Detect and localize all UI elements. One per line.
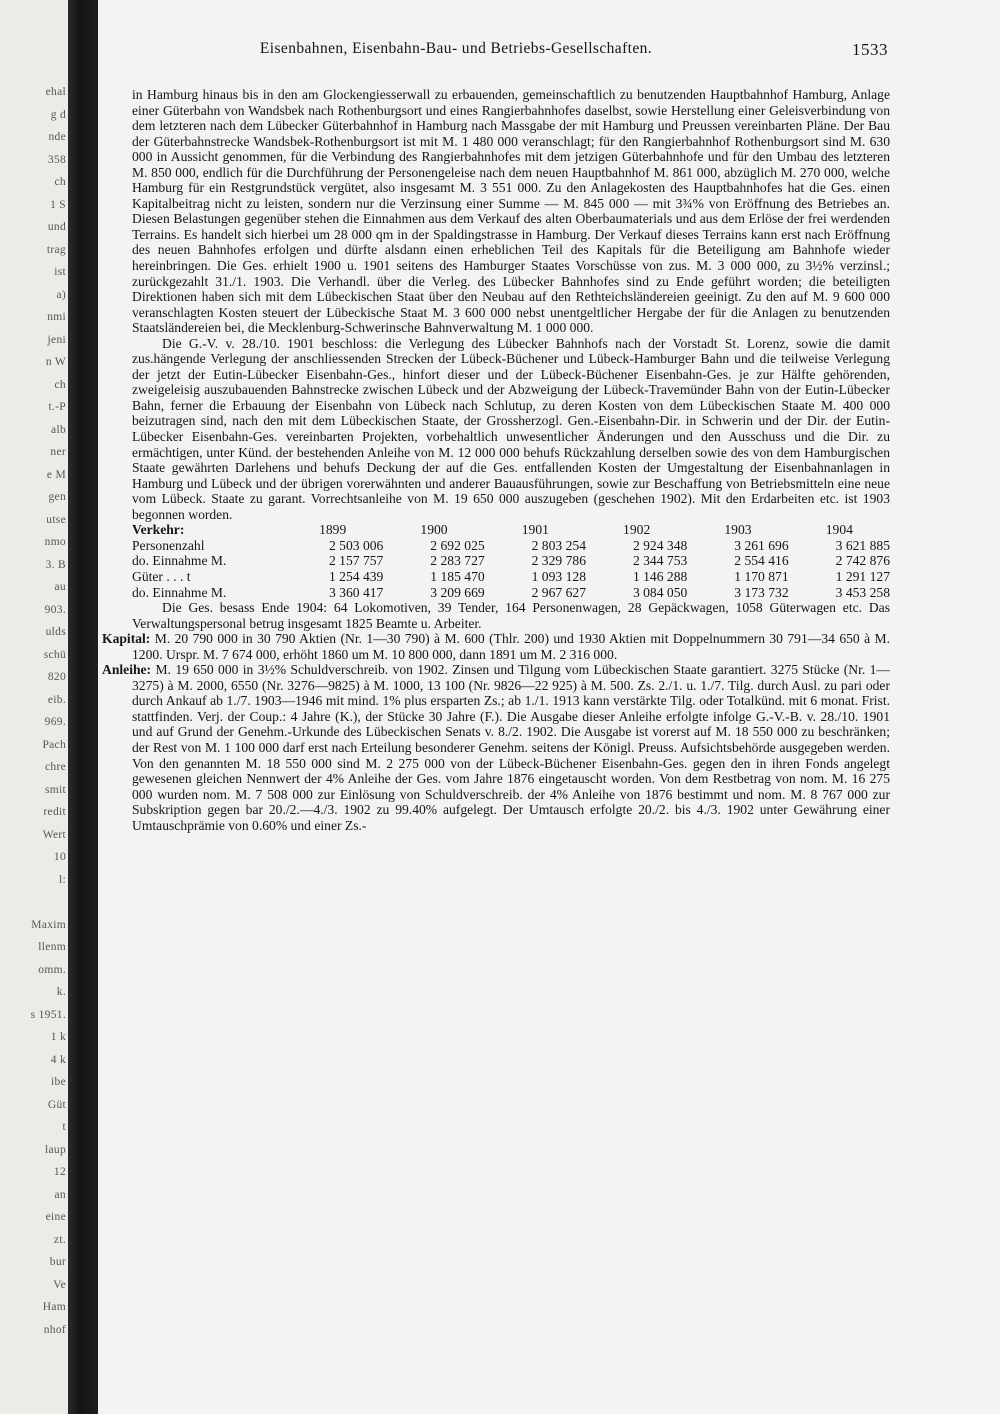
anleihe-text: M. 19 650 000 in 3½% Schuldverschreib. von 1902. Zinsen und Tilgung vom Lübeckischen Staate garantiert. 3275 Stücke (Nr. 1—3275) à M. 2000, 6550 (Nr. 3276—9825) à M. 1000, 13 100 (Nr. 9826—22 925) à M. 500. Zs. 2./1. u. 1./7. Tilg. durch Ausl. zu pari oder durch Ankauf ab 1./7. 1903—1946 mit mind. 1% plus ersparten Zs.; ab 1./1. 1913 kann verstärkte Tilg. oder Totalkünd. mit 6 monat. Frist. stattfinden. Verj. der Coup.: 4 Jahre (K.), der Stücke 30 Jahre (F.). Die Ausgabe dieser Anleihe erfolgte infolge G.-V.-B. v. 28./10. 1901 und auf Grund der Genehm.-Urkunde des Lübeckischen Senats v. 8./2. 1902. Die Ausgabe ist vorerst auf M. 18 550 000 zu beschränken; der Rest von M. 1 100 000 darf erst nach Erteilung besonderer Genehm. seitens der Königl. Preuss. Aufsichtsbehörde ausgegeben werden. Von den genannten M. 18 550 000 sind M. 2 275 000 von der Lübeck-Büchener Eisenbahn-Ges. gegen den in ihren Fonds angelegt gewesenen gleichen Nennwert der 4% Anleihe der Ges. vom Jahre 1876 eingetauscht worden. Von dem Restbetrag von nom. M. 16 275 000 wurden nom. M. 7 508 000 zur Einlösung von Schuldverschreib. der 4% Anleihe von 1876 bestimmt und nom. M. 8 767 000 zur Subskription gegen bar 20./2.—4./3. 1902 zu 99.40% aufgelegt. Der Umtausch erfolgte 20./2. bis 4./3. 1902 unter Gewährung einer Umtauschprämie von 0.60% und einer Zs.- <box>132 662 890 833</box>
table-row <box>132 538 890 554</box>
margin-fragment: eine <box>45 1211 66 1223</box>
margin-fragment: 1 S <box>50 199 66 211</box>
table-cell: 2 554 416 <box>734 553 789 569</box>
margin-fragment: ch <box>54 379 66 391</box>
margin-fragment: ist <box>54 266 66 278</box>
margin-fragment: an <box>54 1189 66 1201</box>
book-gutter <box>68 0 98 1414</box>
table-cell: 2 329 786 <box>531 553 586 569</box>
table-cell: 1 170 871 <box>734 568 789 584</box>
margin-fragment: laup <box>45 1144 66 1156</box>
table-cell: 1 146 288 <box>632 568 688 584</box>
table-cell: 3 084 050 <box>632 584 688 600</box>
margin-fragment: nmo <box>44 536 66 548</box>
kapital-label: Kapital: <box>102 631 151 647</box>
margin-fragment: 820 <box>47 671 66 683</box>
table-cell: 2 967 627 <box>531 584 586 600</box>
year-header: 1903 <box>724 522 752 538</box>
table-cell: 3 453 258 <box>835 584 890 600</box>
margin-fragment: utse <box>46 514 66 526</box>
margin-fragment: 10 <box>53 851 66 863</box>
row-label: Güter . . . t <box>132 568 191 584</box>
margin-fragment: chre <box>45 761 66 773</box>
margin-fragment: 903. <box>44 604 66 616</box>
verkehr-header-row <box>132 522 890 538</box>
margin-fragment: g d <box>50 109 66 121</box>
margin-fragment: ch <box>54 176 66 188</box>
margin-fragment: und <box>47 221 66 233</box>
margin-fragment: jeni <box>47 334 66 346</box>
table-cell: 3 261 696 <box>734 537 789 553</box>
paragraph-rolling-stock: Die Ges. besass Ende 1904: 64 Lokomotiven, 39 Tender, 164 Personenwagen, 28 Gepäckwagen, 1058 Güterwagen etc. Das Verwaltungspersonal betrug insgesamt 1825 Beamte u. Arbeiter. <box>132 600 890 631</box>
table-row <box>132 569 890 585</box>
margin-fragment: Pach <box>42 739 66 751</box>
year-header: 1902 <box>623 522 651 538</box>
paragraph-anleihe <box>102 662 890 833</box>
table-cell: 2 803 254 <box>531 537 586 553</box>
margin-fragment: au <box>54 581 66 593</box>
paragraph-kapital <box>102 631 890 662</box>
running-title: Eisenbahnen, Eisenbahn-Bau- und Betriebs-Gesellschaften. <box>259 40 653 57</box>
margin-fragment: zt. <box>53 1234 66 1246</box>
year-header: 1904 <box>825 522 853 538</box>
margin-fragment: ulds <box>45 626 66 638</box>
table-cell: 2 157 757 <box>328 553 384 569</box>
margin-fragment: Ham <box>42 1301 66 1313</box>
year-header: 1899 <box>319 522 347 538</box>
margin-fragment: gen <box>48 491 66 503</box>
table-cell: 1 291 127 <box>835 568 890 584</box>
margin-fragment: 969. <box>44 716 66 728</box>
margin-fragment: llenm <box>38 941 66 953</box>
previous-page-margin <box>0 0 68 1414</box>
margin-fragment: schü <box>43 649 66 661</box>
margin-fragment: t <box>62 1121 66 1133</box>
margin-fragment: 1 k <box>50 1031 66 1043</box>
margin-fragment: nde <box>48 131 66 143</box>
table-cell: 3 621 885 <box>835 537 890 553</box>
margin-fragment: nhof <box>43 1324 66 1336</box>
page-header <box>144 40 888 64</box>
margin-fragment: trag <box>46 244 66 256</box>
page-number: 1533 <box>852 40 888 59</box>
year-header: 1900 <box>420 522 448 538</box>
margin-fragment: Wert <box>42 829 66 841</box>
table-cell: 1 254 439 <box>328 568 384 584</box>
margin-fragment: omm. <box>38 964 66 976</box>
year-header: 1901 <box>521 522 549 538</box>
margin-fragment: smit <box>44 784 66 796</box>
margin-fragment: e M <box>46 469 66 481</box>
table-cell: 1 185 470 <box>430 568 485 584</box>
table-row <box>132 585 890 601</box>
table-cell: 3 173 732 <box>734 584 789 600</box>
table-cell: 2 283 727 <box>430 553 485 569</box>
row-label: Personenzahl <box>132 537 205 553</box>
margin-fragment: redit <box>43 806 66 818</box>
margin-fragment: alb <box>51 424 66 436</box>
margin-fragment: k. <box>56 986 66 998</box>
margin-fragment: Güt <box>47 1099 66 1111</box>
table-cell: 2 503 006 <box>328 537 384 553</box>
verkehr-table <box>132 522 890 600</box>
margin-fragment: ner <box>50 446 66 458</box>
margin-fragment: l: <box>59 874 66 886</box>
row-label: do. Einnahme M. <box>132 584 227 600</box>
table-cell: 2 692 025 <box>430 537 485 553</box>
margin-fragment: ibe <box>51 1076 66 1088</box>
table-cell: 1 093 128 <box>531 568 586 584</box>
table-cell: 2 344 753 <box>632 553 688 569</box>
margin-fragment: ehal <box>45 86 66 98</box>
margin-fragment: Ve <box>53 1279 66 1291</box>
paragraph-hamburg-projects: in Hamburg hinaus bis in den am Glockengiesserwall zu erbauenden, gemeinschaftlich zu benutzenden Hauptbahnhof Hamburg, Anlage einer Güterbahn von Wandsbek nach Rothenburgsort und eines Rangierbahnhofes daselbst, sowie Herstellung einer Geleisverbindung von dem letzteren nach dem Lübecker Güterbahnhof in Hamburg nach Massgabe der mit Hamburg und Preussen vereinbarten Pläne. Der Bau der Güterbahnstrecke Wandsbek-Rothenburgsort ist mit M. 1 480 000 veranschlagt; für den Rangierbahnhof Rothenburgsort sind M. 630 000 in Aussicht genommen, für die Verbindung des Rangierbahnhofes mit dem jetzigen Güterbahnhofe und für den Umbau des letzteren M. 850 000, endlich für die Durchführung der Personengeleise nach dem neuen Hauptbahnhof M. 861 000, abzüglich M. 270 000, welche Hamburg für ein Restgrundstück vergütet, also insgesamt M. 3 551 000. Zu den Anlagekosten des Hauptbahnhofes hat die Ges. einen Kapitalbeitrag nicht zu leisten, sondern nur die Verzinsung einer Summe — M. 845 000 — mit 3¾% von Eröffnung des Betriebes an. Diesen Belastungen gegenüber stehen die Einnahmen aus dem Verkauf des alten Oberbaumaterials und aus dem Erlöse der frei werdenden Terrains. Es handelt sich hierbei um 28 000 qm in der Spaldingstrasse in Hamburg. Der Verkauf dieses Terrains kann erst nach Eröffnung des neuen Bahnhofes erfolgen und dürfte alsdann einen erheblichen Teil des Kapitals für die Beteiligung am Bahnhofe wieder hereinbringen. Die Ges. erhielt 1900 u. 1901 seitens des Hamburger Staates Vorschüsse von zus. M. 3 000 000, zu 3½% verzinsl.; zurückgezahlt 31./1. 1903. Die Verhandl. über die Verleg. des Lübecker Bahnhofes sind zu Ende geführt worden; die beteiligten Direktionen haben sich mit dem Lübeckischen Staat über den Neubau auf den Rethteichsländereien geeinigt. Zu den auf M. 9 600 000 veranschlagten Kosten steuert der Lübeckische Staat M. 3 600 000 nebst unentgeltlicher Hergabe der für die Anlagen zu benutzenden Staatsländereien bei, die Mecklenburg-Schwerinsche Bahnverwaltung M. 1 000 000. <box>132 87 890 336</box>
paragraph-gv-resolution: Die G.-V. v. 28./10. 1901 beschloss: die Verlegung des Lübecker Bahnhofs nach der Vorstadt St. Lorenz, sowie die damit zus.hängende Verlegung der anschliessenden Strecken der Lübeck-Büchener und Lübeck-Hamburger Bahn und die teilweise Verlegung der jetzt der Eutin-Lübecker Eisenbahn-Ges., hinfort dieser und der Lübeck-Büchener Eisenbahn-Ges. je zur Hälfte gehörenden, zweigeleisig auszubauenden Bahnstrecke zwischen Lübeck und der Abzweigung der Lübeck-Travemünder Bahn von der Eutin-Lübecker Bahn, ferner die Erbauung der Eisenbahn von Lübeck nach Schlutup, zu deren Kosten von dem Lübeckischen Staate M. 400 000 beizutragen sind, nach den mit dem Lübeckischen Staate, der Grossherzogl. Gen.-Eisenbahn-Dir. in Schwerin und der Dir. der Eutin-Lübecker Eisenbahn-Ges. vereinbarten Projekten, vorbehaltlich unwesentlicher Änderungen und den Ausschuss und die Dir. zu ermächtigen, unter Künd. der bestehenden Anleihe von M. 12 000 000 behufs Rückzahlung derselben sowie des von dem Hamburgischen Staate gewährten Darlehens und behufs Deckung der auf die Ges. entfallenden Kosten der Umgestaltung der Eisenbahnanlagen in Hamburg und Lübeck und der übrigen vorerwähnten und anderer Bauausführungen, sowie zur Beschaffung von Betriebsmitteln eine neue vom Lübeck. Staate zu garant. Vorrechtsanleihe von M. 19 650 000 auszugeben (geschehen 1902). Mit den Erdarbeiten etc. ist 1903 begonnen worden. <box>132 335 890 522</box>
margin-fragment: s 1951. <box>30 1009 66 1021</box>
table-cell: 2 742 876 <box>835 553 890 569</box>
margin-fragment: eib. <box>47 694 66 706</box>
margin-fragment: bur <box>49 1256 66 1268</box>
margin-fragment: a) <box>56 289 66 301</box>
kapital-text: M. 20 790 000 in 30 790 Aktien (Nr. 1—30 790) à M. 600 (Thlr. 200) und 1930 Aktien mit Doppelnummern 30 791—34 650 à M. 1200. Urspr. M. 7 674 000, erhöht 1860 um M. 10 800 000, dann 1891 um M. 2 316 000. <box>132 631 890 662</box>
margin-fragment: Maxim <box>31 919 66 931</box>
anleihe-label: Anleihe: <box>102 662 152 678</box>
margin-fragment: 3. B <box>45 559 66 571</box>
verkehr-label: Verkehr: <box>132 522 185 538</box>
margin-fragment: 4 k <box>50 1054 66 1066</box>
table-cell: 3 360 417 <box>328 584 384 600</box>
page-body <box>102 87 890 833</box>
table-cell: 3 209 669 <box>430 584 485 600</box>
margin-fragment: t.-P <box>48 401 66 413</box>
margin-fragment: 12 <box>53 1166 66 1178</box>
margin-fragment: n W <box>45 356 66 368</box>
table-cell: 2 924 348 <box>632 537 688 553</box>
margin-fragment: 358 <box>47 154 66 166</box>
margin-fragment: nmi <box>47 311 66 323</box>
row-label: do. Einnahme M. <box>132 553 227 569</box>
table-row <box>132 553 890 569</box>
